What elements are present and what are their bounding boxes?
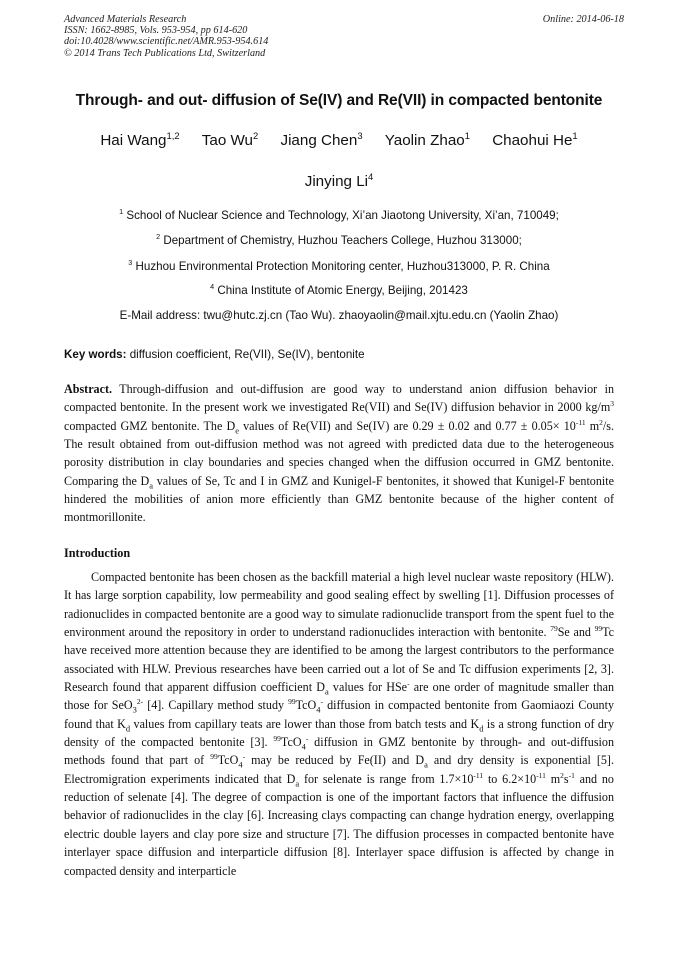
journal-header [64,14,624,59]
affiliation: $^3$ Huzhou Environmental Protection Monitoring center, Huzhou313000, P. R. China [128,258,550,273]
keywords [64,348,624,361]
author: Tao Wu$^2$ [201,129,259,149]
journal-name: Advanced Materials Research [64,14,187,25]
affiliation: $^4$ China Institute of Atomic Energy, Beijing, 201423 [210,282,468,297]
author-list [0,129,678,149]
paper-title: Through- and out- diffusion of Se(IV) and Re(VII) in compacted bentonite [75,92,603,109]
keywords-text: diffusion coefficient, Re(VII), Se(IV), bentonite [129,348,365,361]
issn-line: ISSN: 1662-8985, Vols. 953-954, pp 614-620 [64,25,248,37]
online-date: Online: 2014-06-18 [542,14,624,25]
affiliation: $^1$ School of Nuclear Science and Technology, Xi’an Jiaotong University, Xi’an, 710049; [119,207,559,222]
author: Yaolin Zhao$^1$ [384,129,470,149]
email-addresses: E-Mail address: twu@hutc.zj.cn (Tao Wu). zhaoyaolin@mail.xjtu.edu.cn (Yaolin Zhao) [119,309,559,322]
author-list-line2 [0,170,678,190]
author: Jinying Li$^4$ [304,170,374,190]
copyright-line: © 2014 Trans Tech Publications Ltd, Switzerland [64,47,266,59]
author: Hai Wang$^{1,2}$ [100,129,180,149]
introduction-paragraph: Compacted bentonite has been chosen as the backfill material a high level nuclear waste repository (HLW). It has large sorption capability, low permeability and good sealing effect by swelling [1]. Diffusion processes of radionuclides in compacted bentonite are a good way to simulate radionuclide transport from the spent fuel to the environment around the repository in order to understand radionuclides interaction with bentonite. $^{79}$Se and $^{99}$Tc have received more attention because they are identified to be among the largest contributors to the performance associated with HLW. Previous researches have been carried out a lot of Se and Tc diffusion experiments [2, 3]. Research found that apparent diffusion coefficient $D_a$ values for HSe- are one order of magnitude smaller than those for SeO$_3^{2-}$ [4]. Capillary method study $^{99}$TcO$_4$- diffusion in compacted bentonite from Gaomiaozi County found that $K_d$ values from capillary teats are lower than those from batch tests and $K_d$ is a strong function of dry density of the compacted bentonite [3]. $^{99}$TcO$_4$- diffusion in GMZ bentonite by through- and out-diffusion methods found that part of $^{99}$TcO$_4$- may be reduced by Fe(II) and $D_a$ and dry density is exponential [5]. Electromigration experiments indicated that $D_a$ for selenate is range from $1.7\times 10^{-11}$ to $6.2\times 10^{-11}$ $m^2s^{-1}$ and no reduction of selenate [4]. The degree of compaction is one of the important factors that influence the diffusion behavior of radionuclides in the clay [6]. Increasing clays compacting can change hydration energy, overlapping electric double layers and clay pore size and structure [7]. The diffusion processes in compacted bentonite have interlayer space diffusion and interparticle diffusion [8]. Interlayer space diffusion is affected by change in compacted density and interparticle [64,570,615,878]
section-heading-introduction: Introduction [64,546,131,560]
author: Jiang Chen$^3$ [280,129,363,149]
affiliation: $^2$ Department of Chemistry, Huzhou Teachers College, Huzhou 313000; [156,232,522,247]
abstract-label: Abstract. [64,382,113,396]
doi-line: doi:10.4028/www.scientific.net/AMR.953-954.614 [64,36,269,48]
author: Chaohui He$^1$ [492,129,578,149]
keywords-label: Key words: [64,348,127,361]
abstract: Abstract. Through-diffusion and out-diffusion are good way to understand anion diffusion behavior in compacted bentonite. In the present work we investigated Re(VII) and Se(IV) diffusion behavior in 2000 $kg/m^3$ compacted GMZ bentonite. The $D_e$ values of Re(VII) and Se(IV) are 0.29 ± 0.02 and $0.77 \pm 0.05\times 10^{-11}$ $m^2/s$. The result obtained from out-diffusion method was not agreed with predicted data due to the heterogeneous porosity distribution in clay boundaries and species changed when the diffusion occurred in GMZ bentonite. Comparing the $D_a$ values of Se, Tc and I in GMZ and Kunigel-F bentonites, it showed that Kunigel-F bentonite hindered the mobilities of anion more efficiently than GMZ bentonite because of the higher content of montmorillonite. [64,382,614,525]
